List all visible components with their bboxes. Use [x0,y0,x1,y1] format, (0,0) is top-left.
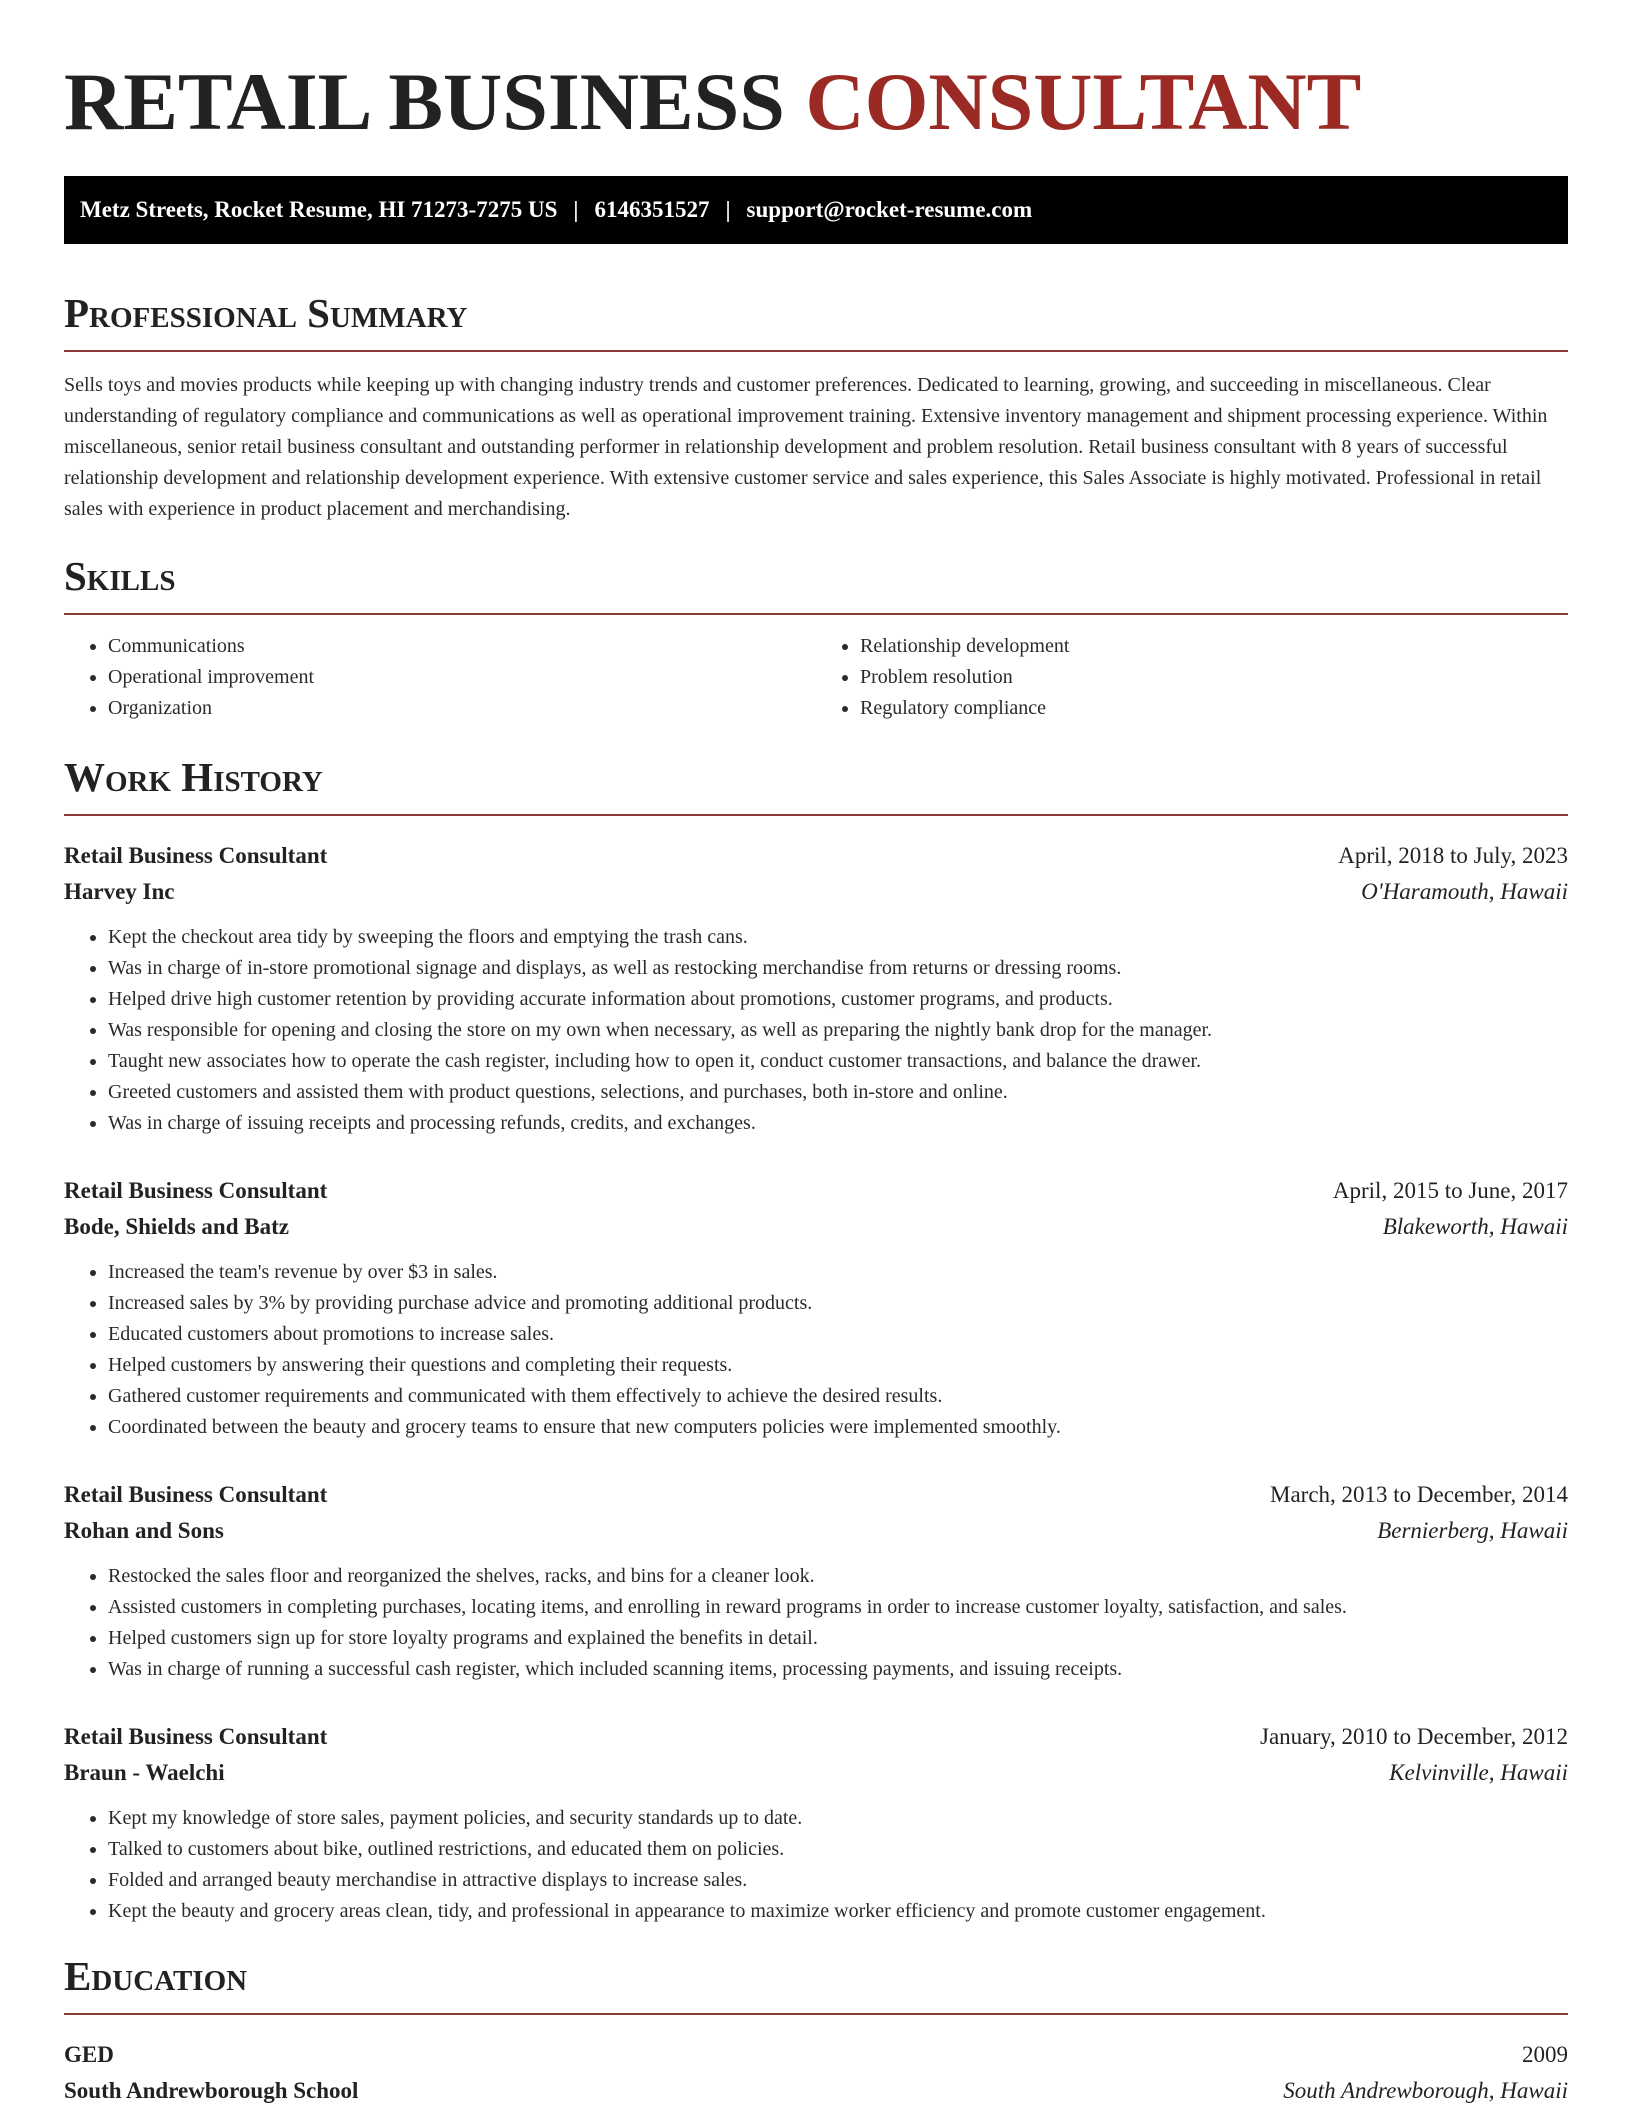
skills-column-right [816,631,1568,724]
skill-item: • Communications [108,631,816,662]
job-bullets [64,1561,1568,1685]
resume-title [64,0,1568,148]
job-location: Kelvinville, Hawaii [1389,1760,1568,1785]
job-bullet: • Talked to customers about bike, outlined restrictions, and educated them on policies. [108,1834,1568,1865]
job-dates: April, 2015 to June, 2017 [1332,1178,1568,1203]
skill-item: • Relationship development [860,631,1568,662]
title-accent: CONSULTANT [805,56,1362,147]
job-entry [64,1173,1568,1443]
job-dates: April, 2018 to July, 2023 [1338,843,1568,868]
summary-text: Sells toys and movies products while keeping up with changing industry trends and customer preferences. Dedicated to learning, growing, and succeeding in miscellaneous. Clear understanding of regulatory compliance and communications as well as operational improvement training. Extensive inventory management and shipment processing experience. Within miscellaneous, senior retail business consultant and outstanding performer in relationship development and problem resolution. Retail business consultant with 8 years of successful relationship development and relationship development experience. With extensive customer service and sales experience, this Sales Associate is highly motivated. Professional in retail sales with experience in product placement and merchandising. [64,374,1548,520]
education-year: 2009 [1522,2042,1568,2067]
job-location: Blakeworth, Hawaii [1382,1214,1568,1239]
job-bullet: • Was responsible for opening and closing the store on my own when necessary, as well as preparing the nightly bank drop for the manager. [108,1015,1568,1046]
job-dates: January, 2010 to December, 2012 [1260,1724,1568,1749]
job-entry [64,1719,1568,1927]
job-title: Retail Business Consultant [64,843,328,868]
job-bullet: • Helped customers by answering their questions and completing their requests. [108,1350,1568,1381]
job-bullet: • Was in charge of issuing receipts and processing refunds, credits, and exchanges. [108,1108,1568,1139]
job-title: Retail Business Consultant [64,1724,328,1749]
skills-column-left [64,631,816,724]
job-bullet: • Was in charge of in-store promotional signage and displays, as well as restocking merchandise from returns or dressing rooms. [108,953,1568,984]
job-company: Harvey Inc [64,879,175,904]
job-bullets [64,1257,1568,1443]
contact-bar [64,176,1568,244]
job-entry [64,838,1568,1139]
skill-item: • Organization [108,693,816,724]
job-bullet: • Helped drive high customer retention by providing accurate information about promotions, customer programs, and products. [108,984,1568,1015]
job-bullet: • Coordinated between the beauty and grocery teams to ensure that new computers policies were implemented smoothly. [108,1412,1568,1443]
job-bullet: • Helped customers sign up for store loyalty programs and explained the benefits in detail. [108,1623,1568,1654]
job-bullet: • Kept the checkout area tidy by sweeping the floors and emptying the trash cans. [108,922,1568,953]
job-bullet: • Greeted customers and assisted them with product questions, selections, and purchases, both in-store and online. [108,1077,1568,1108]
education-degree: GED [64,2042,114,2067]
contact-email: support@rocket-resume.com [746,197,1033,222]
job-bullet: • Folded and arranged beauty merchandise in attractive displays to increase sales. [108,1865,1568,1896]
job-bullet: • Assisted customers in completing purchases, locating items, and enrolling in reward programs in order to increase customer loyalty, satisfaction, and sales. [108,1592,1568,1623]
contact-address: Metz Streets, Rocket Resume, HI 71273-7275 US [80,197,558,222]
job-bullet: • Increased sales by 3% by providing purchase advice and promoting additional products. [108,1288,1568,1319]
job-bullets [64,1803,1568,1927]
job-bullets [64,922,1568,1139]
contact-separator: | [573,197,579,222]
skill-item: • Regulatory compliance [860,693,1568,724]
contact-separator: | [725,197,731,222]
job-company: Bode, Shields and Batz [64,1214,289,1239]
job-bullet: • Kept the beauty and grocery areas clean, tidy, and professional in appearance to maximize worker efficiency and promote customer engagement. [108,1896,1568,1927]
skills-list [64,631,1568,724]
job-title: Retail Business Consultant [64,1482,328,1507]
job-bullet: • Taught new associates how to operate the cash register, including how to open it, conduct customer transactions, and balance the drawer. [108,1046,1568,1077]
summary-heading: Professional Summary [64,288,1568,352]
skill-item: • Problem resolution [860,662,1568,693]
job-location: O'Haramouth, Hawaii [1361,879,1568,904]
job-dates: March, 2013 to December, 2014 [1270,1482,1568,1507]
work-history-heading: Work History [64,752,1568,816]
job-bullet: • Kept my knowledge of store sales, payment policies, and security standards up to date. [108,1803,1568,1834]
job-entry [64,1477,1568,1685]
job-bullet: • Gathered customer requirements and communicated with them effectively to achieve the desired results. [108,1381,1568,1412]
job-bullet: • Was in charge of running a successful cash register, which included scanning items, processing payments, and issuing receipts. [108,1654,1568,1685]
contact-phone: 6146351527 [594,197,710,222]
job-company: Braun - Waelchi [64,1760,225,1785]
education-entry [64,2037,1568,2109]
job-bullet: • Increased the team's revenue by over $3 in sales. [108,1257,1568,1288]
skill-item: • Operational improvement [108,662,816,693]
job-location: Bernierberg, Hawaii [1377,1518,1568,1543]
education-heading: Education [64,1951,1568,2015]
skills-heading: Skills [64,551,1568,615]
education-location: South Andrewborough, Hawaii [1283,2078,1568,2103]
job-company: Rohan and Sons [64,1518,224,1543]
title-main: RETAIL BUSINESS [64,56,785,147]
job-bullet: • Educated customers about promotions to increase sales. [108,1319,1568,1350]
job-bullet: • Restocked the sales floor and reorganized the shelves, racks, and bins for a cleaner look. [108,1561,1568,1592]
education-school: South Andrewborough School [64,2078,359,2103]
job-title: Retail Business Consultant [64,1178,328,1203]
